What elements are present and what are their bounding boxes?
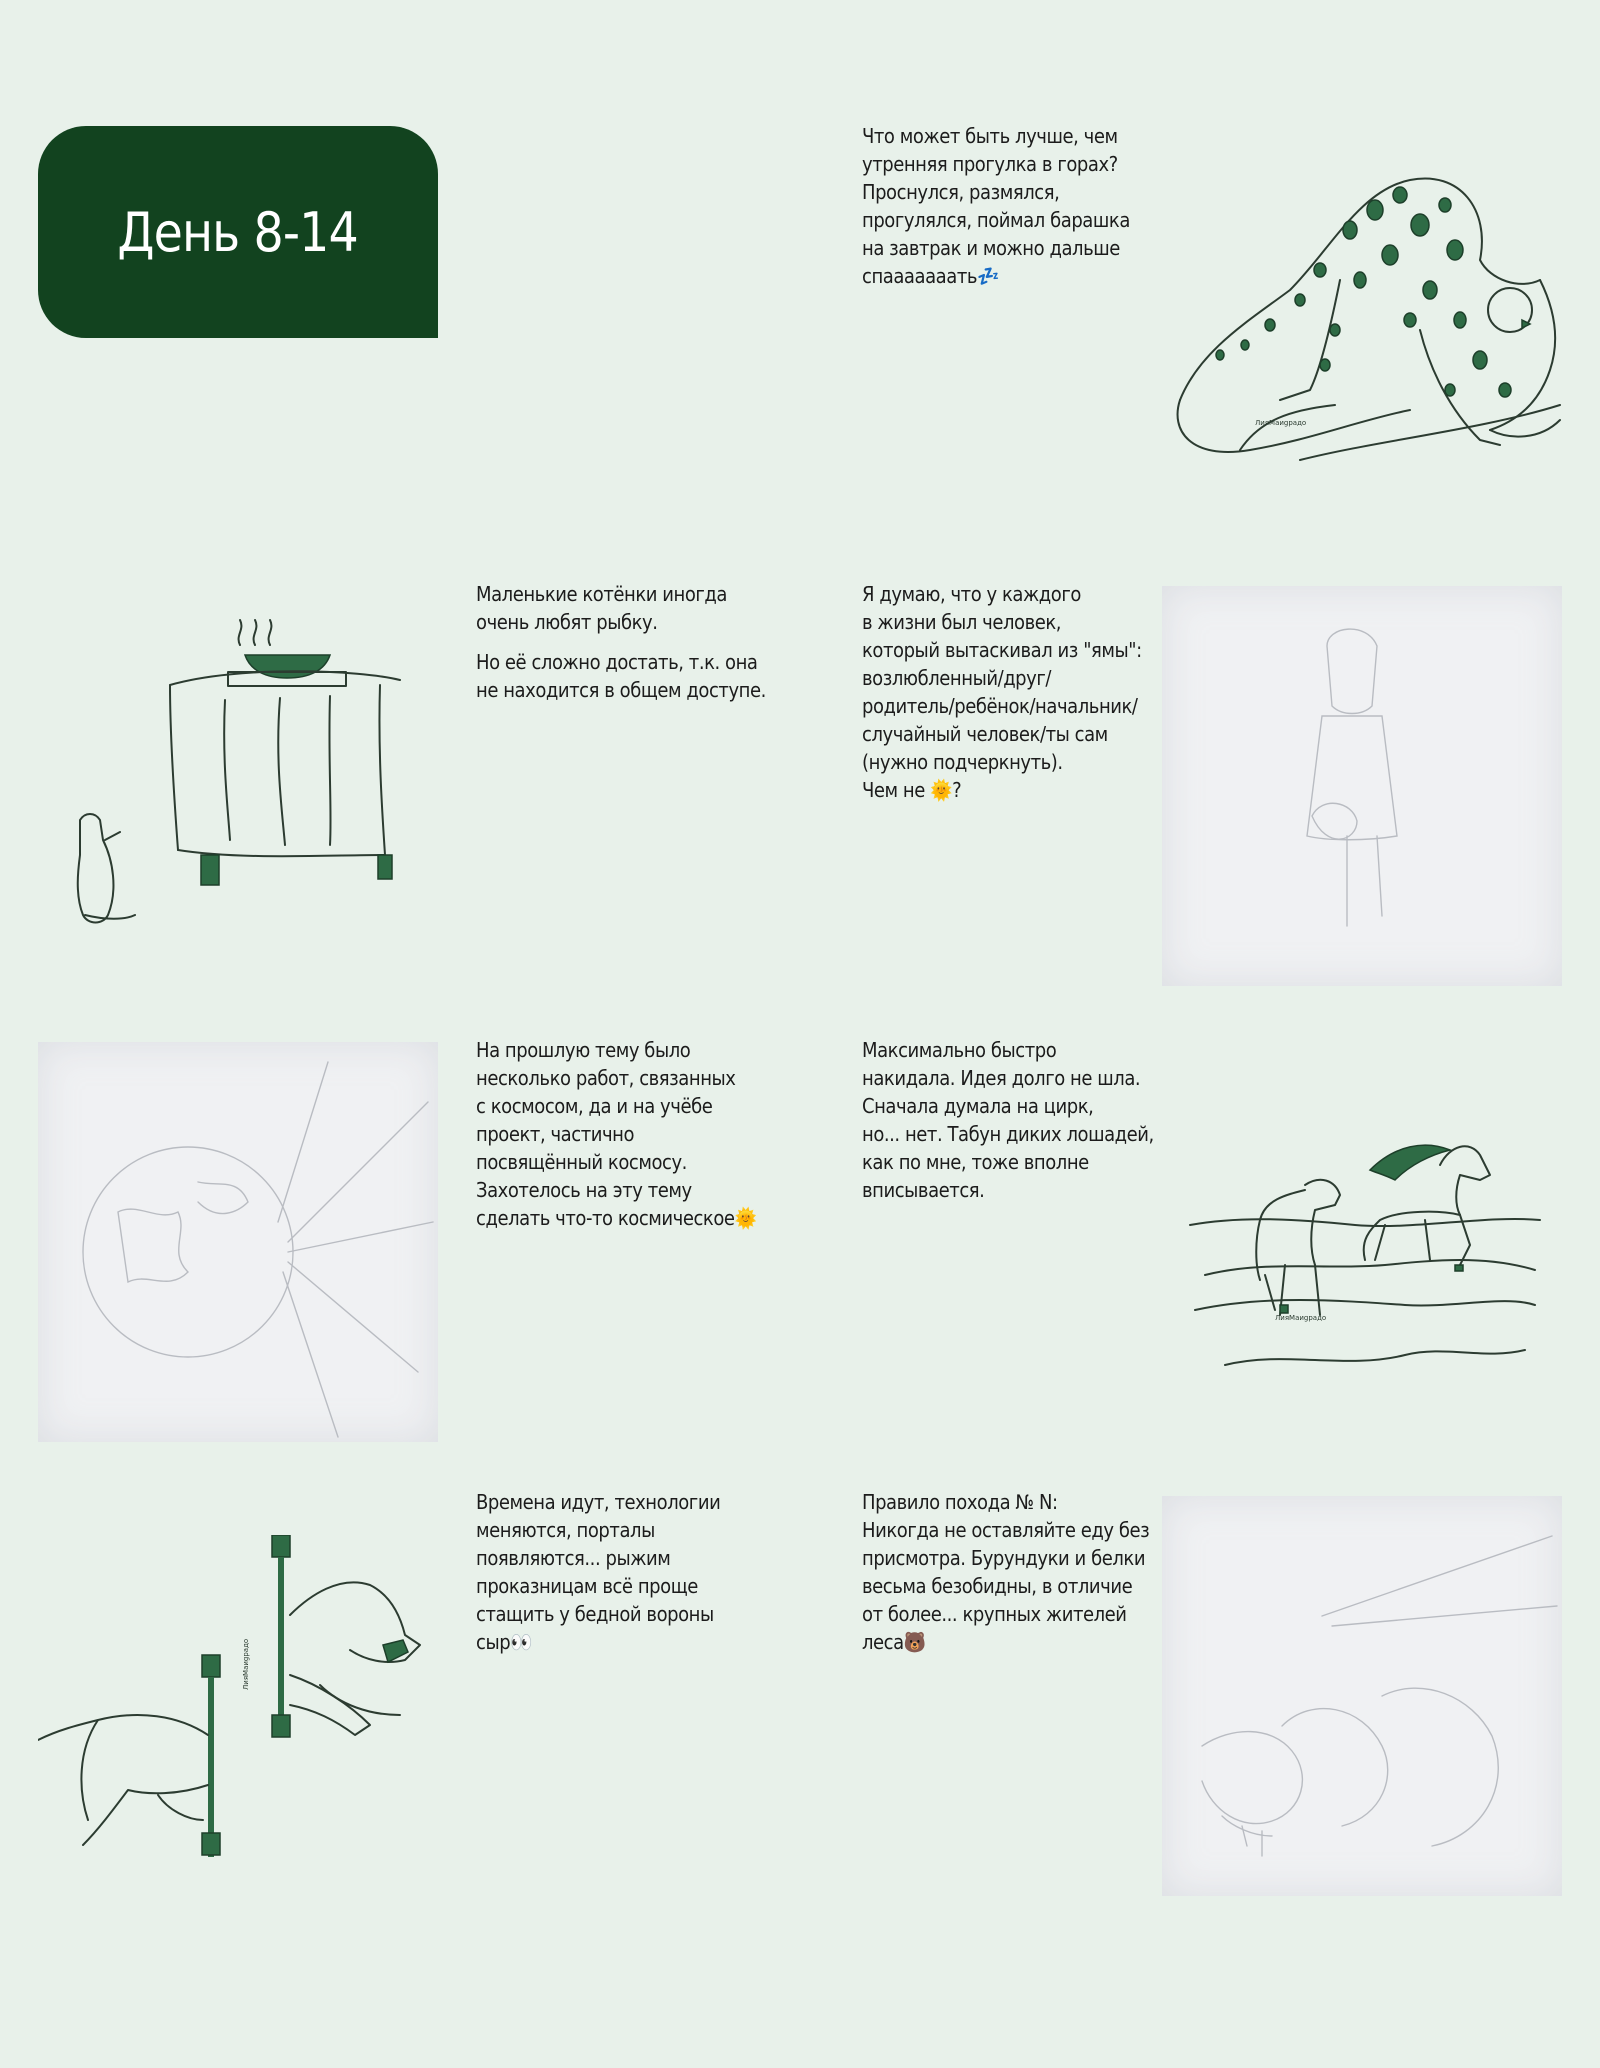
caption-line: проект, частично (476, 1122, 635, 1146)
bear-emoji-icon: 🐻 (903, 1630, 926, 1654)
caption-line: который вытаскивал из "ямы": (862, 638, 1142, 662)
caption-line: леса (862, 1630, 904, 1654)
pencil-sketch (1162, 1496, 1562, 1896)
leopard-illustration (1160, 170, 1570, 470)
caption-line: от более... крупных жителей (862, 1602, 1127, 1626)
leopard-caption (862, 122, 1130, 290)
caption-line: посвящённый космосу. (476, 1150, 687, 1174)
caption-line: спааааааать (862, 264, 978, 288)
caption-line: с космосом, да и на учёбе (476, 1094, 713, 1118)
caption-line: проказницам всё проще (476, 1574, 698, 1598)
caption-line: родитель/ребёнок/начальник/ (862, 694, 1138, 718)
pencil-sketch (1162, 586, 1562, 986)
caption-line: меняются, порталы (476, 1518, 655, 1542)
leopard-signature: ЛияМаиgрадо (1255, 419, 1307, 427)
person-sketch-photo (1162, 586, 1562, 986)
caption-line: утренняя прогулка в горах? (862, 152, 1118, 176)
chipmunk-caption (862, 1488, 1149, 1656)
caption-line: Никогда не оставляйте еду без (862, 1518, 1150, 1542)
page-title: День 8-14 (117, 200, 359, 264)
caption-line: возлюбленный/друг/ (862, 666, 1051, 690)
horses-caption (862, 1036, 1154, 1204)
horses-illustration (1185, 1095, 1545, 1385)
caption-line: (нужно подчеркнуть). (862, 750, 1063, 774)
fox-portal-illustration (38, 1535, 448, 1865)
caption-line: сделать что-то космическое (476, 1206, 735, 1230)
sun-emoji-icon: 🌞 (930, 778, 953, 802)
caption-line: ? (952, 778, 962, 802)
caption-line: Захотелось на эту тему (476, 1178, 692, 1202)
caption-line: но... нет. Табун диких лошадей, (862, 1122, 1154, 1146)
kitten-caption (476, 580, 766, 716)
kitten-table-illustration (60, 610, 410, 940)
caption-line: несколько работ, связанных (476, 1066, 736, 1090)
caption-line: Чем не (862, 778, 931, 802)
caption-line: Времена идут, технологии (476, 1490, 721, 1514)
caption-line: как по мне, тоже вполне (862, 1150, 1089, 1174)
caption-line: Но её сложно достать, т.к. она (476, 650, 758, 674)
eyes-emoji-icon: 👀 (510, 1630, 533, 1654)
caption-line: прогулялся, поймал барашка (862, 208, 1130, 232)
pencil-sketch (38, 1042, 438, 1442)
caption-line: накидала. Идея долго не шла. (862, 1066, 1141, 1090)
caption-line: не находится в общем доступе. (476, 678, 766, 702)
caption-line: в жизни был человек, (862, 610, 1062, 634)
caption-line: вписывается. (862, 1178, 985, 1202)
fox-signature: ЛияМаиgрадо (242, 1638, 250, 1690)
horses-signature: ЛияМаиgрадо (1275, 1314, 1327, 1322)
caption-line: Маленькие котёнки иногда (476, 582, 728, 606)
caption-line: Сначала думала на цирк, (862, 1094, 1094, 1118)
sun-emoji-icon: 🌞 (734, 1206, 757, 1230)
caption-line: присмотра. Бурундуки и белки (862, 1546, 1146, 1570)
caption-line: очень любят рыбку. (476, 610, 658, 634)
day-title-badge (38, 126, 438, 338)
caption-line: весьма безобидны, в отличие (862, 1574, 1133, 1598)
caption-line: Что может быть лучше, чем (862, 124, 1118, 148)
caption-line: На прошлую тему было (476, 1038, 691, 1062)
caption-line: стащить у бедной вороны (476, 1602, 714, 1626)
caption-line: Максимально быстро (862, 1038, 1057, 1062)
space-sketch-photo (38, 1042, 438, 1442)
chipmunk-sketch-photo (1162, 1496, 1562, 1896)
caption-line: на завтрак и можно дальше (862, 236, 1120, 260)
space-caption (476, 1036, 757, 1232)
zzz-emoji-icon: 💤 (977, 264, 999, 288)
caption-line: Я думаю, что у каждого (862, 582, 1081, 606)
caption-line: Правило похода № N: (862, 1490, 1058, 1514)
caption-line: появляются... рыжим (476, 1546, 671, 1570)
caption-line: сыр (476, 1630, 511, 1654)
caption-line: Проснулся, размялся, (862, 180, 1060, 204)
person-caption (862, 580, 1142, 804)
caption-line: случайный человек/ты сам (862, 722, 1108, 746)
foxes-caption (476, 1488, 720, 1656)
